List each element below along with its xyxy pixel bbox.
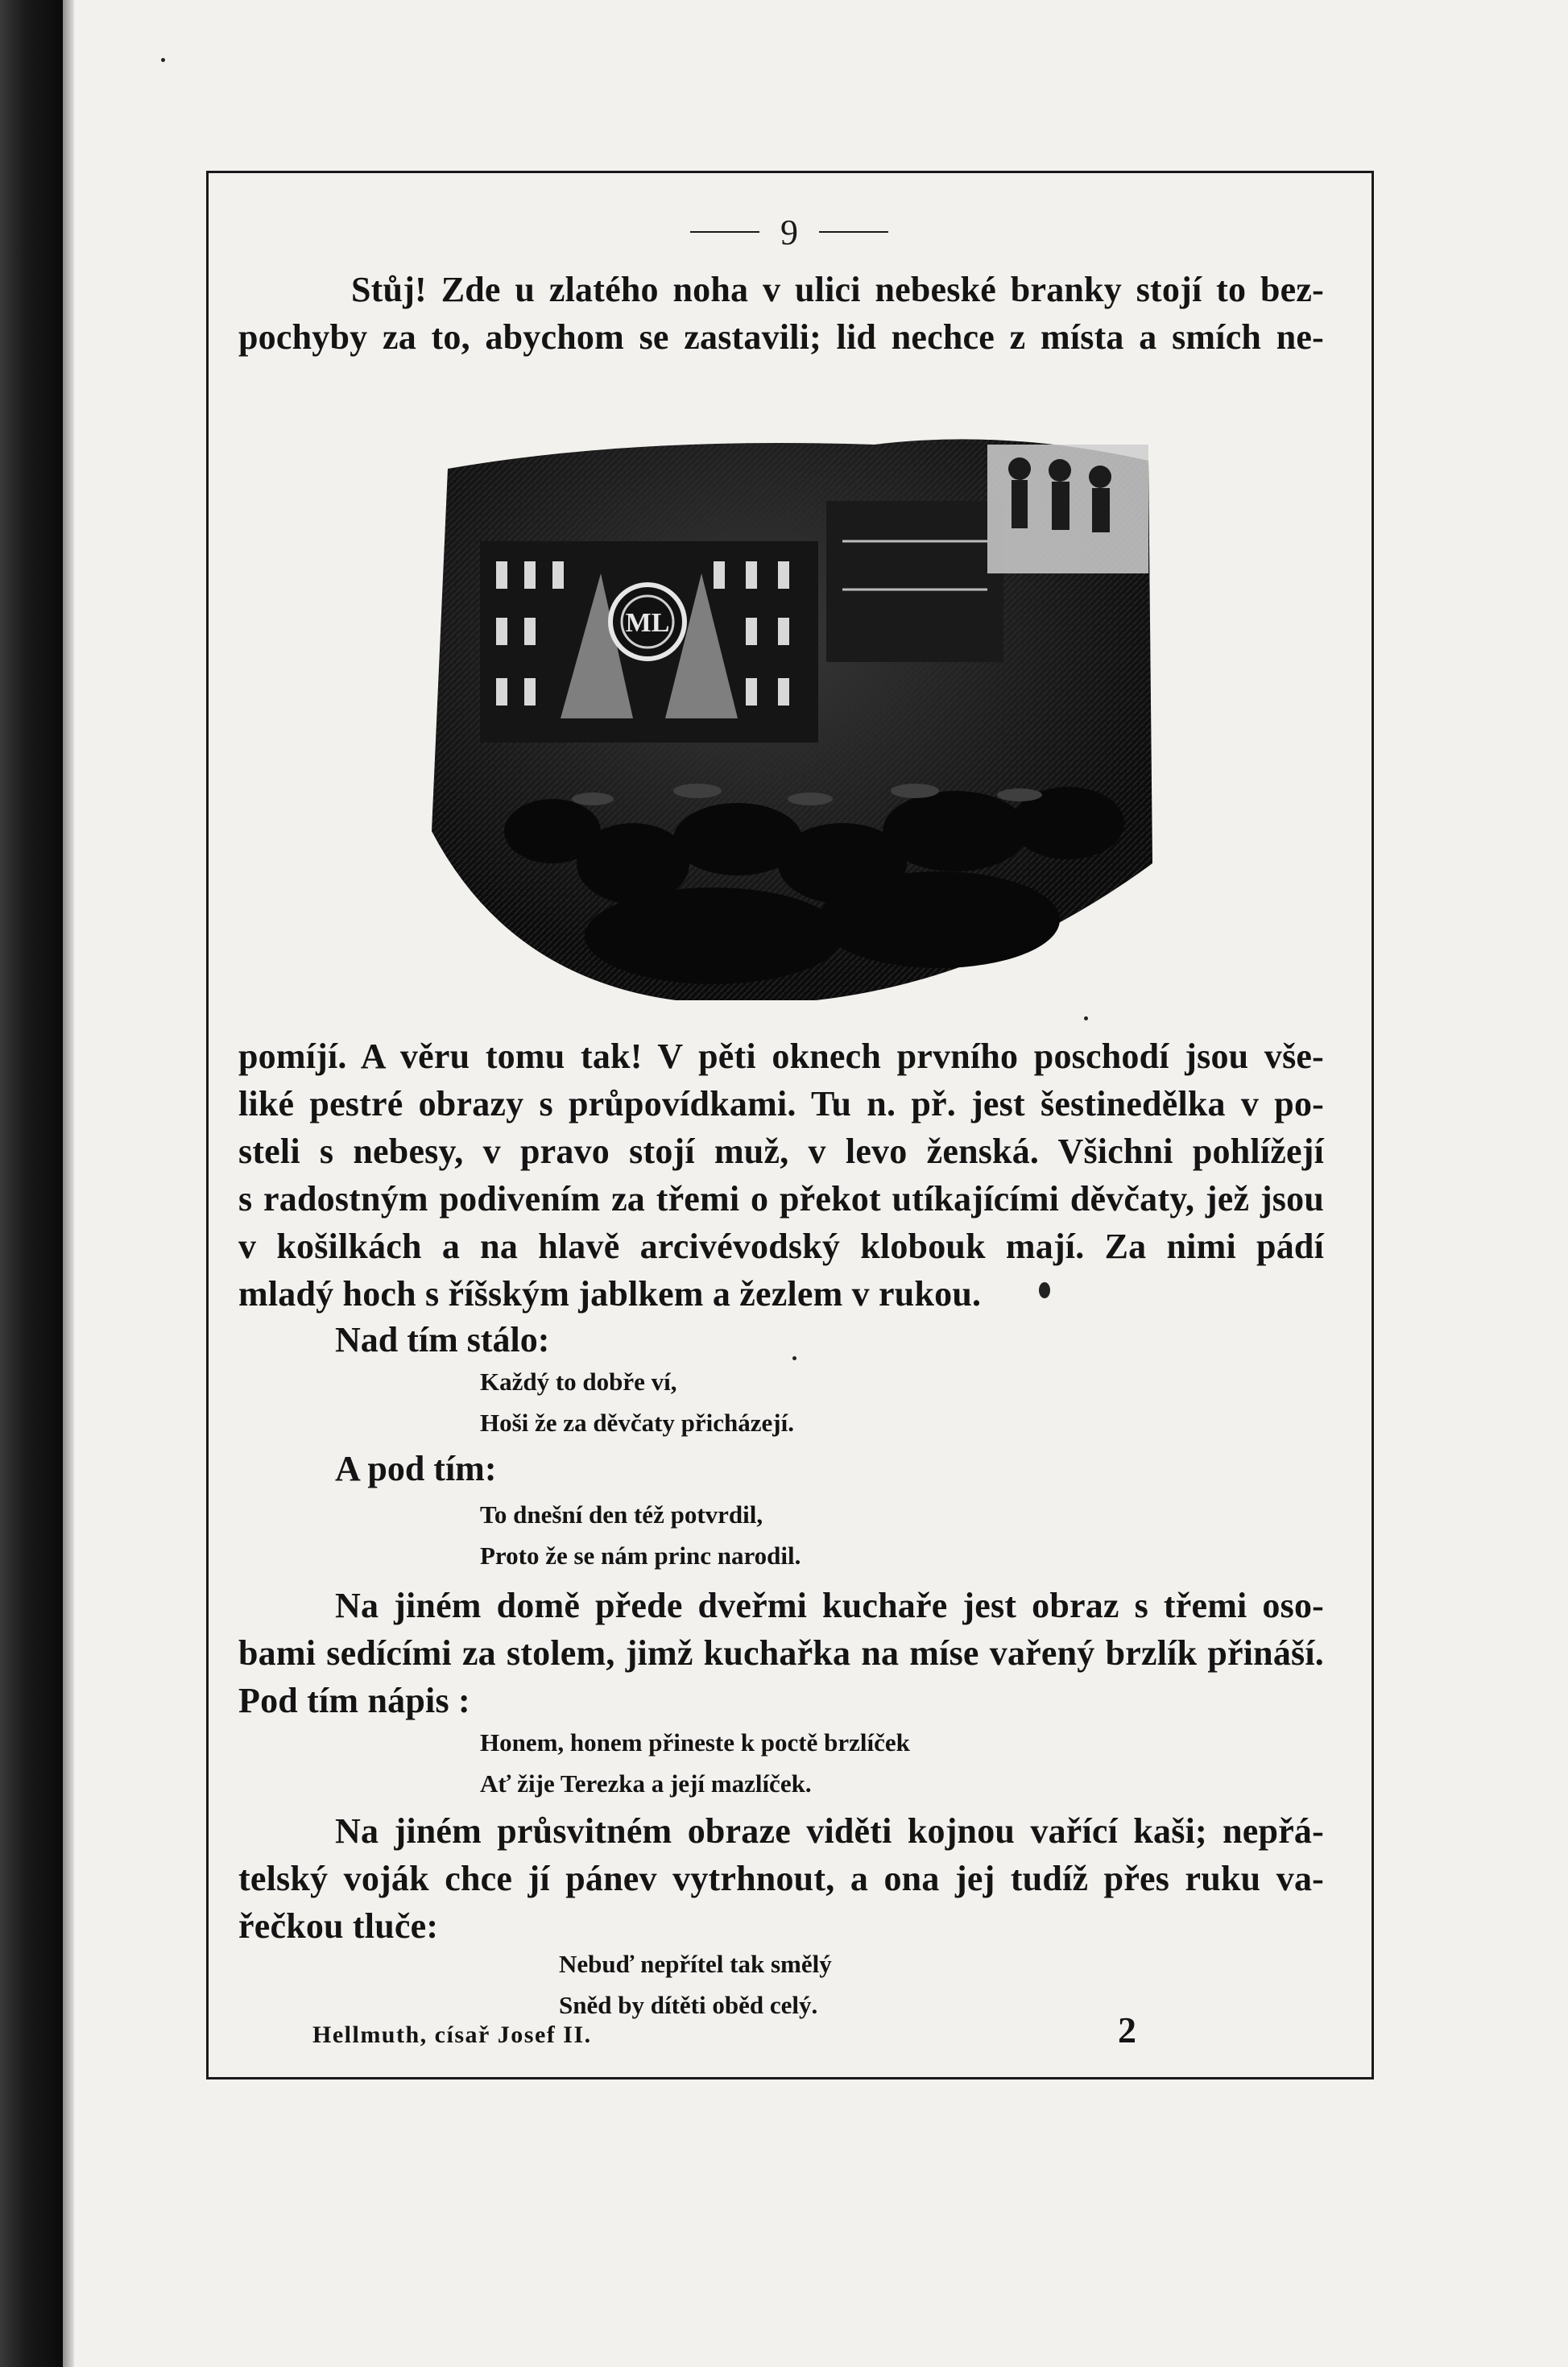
verse-block-1 [480,1361,794,1443]
paragraph-line: steli s nebesy, v pravo stojí muž, v levo ženská. Všichni pohlížejí [238,1132,1324,1171]
verse-line: To dnešní den též potvrdil, [480,1500,763,1529]
signature-footer: Hellmuth, císař Josef II. [312,2021,592,2048]
paragraph-line: bami sedícími za stolem, jimž kuchařka na míse vařený brzlík přináší. [238,1633,1324,1673]
verse-label-below: A pod tím: [335,1449,497,1488]
intro-line: pochyby za to, abychom se zastavili; lid nechce z místa a smích ne- [238,317,1324,357]
ink-speck [1084,1016,1088,1020]
header-rule-left [690,231,759,233]
ink-speck [16,251,21,256]
paragraph-line: telský voják chce jí pánev vytrhnout, a ona jej tudíž přes ruku va- [238,1859,1324,1898]
verse-label-above: Nad tím stálo: [335,1320,550,1359]
verse-line: Proto že se nám princ narodil. [480,1541,801,1570]
paragraph-line: mladý hoch s říšským jablkem a žezlem v rukou. [238,1274,982,1314]
paragraph-windows [238,1032,1324,1318]
verse-line: Honem, honem přineste k poctě brzlíček [480,1728,910,1757]
verse-block-2 [480,1494,801,1576]
verse-block-4 [559,1943,832,2026]
book-spine-shadow [0,0,63,2367]
transparency-figures [1008,457,1111,532]
signature-mark: 2 [1118,2009,1136,2050]
verse-line: Každý to dobře ví, [480,1368,677,1396]
paragraph-nurse [238,1807,1324,1950]
verse-line: Nebuď nepřítel tak smělý [559,1950,832,1978]
page-number-header [644,208,934,256]
verse-line: Sněd by dítěti oběd celý. [559,1991,818,2019]
paragraph-line: Na jiném průsvitném obraze viděti kojnou vařící kaši; nepřá- [335,1811,1324,1851]
paragraph-line: liké pestré obrazy s průpovídkami. Tu n. př. jest šestinedělka v po- [238,1084,1324,1123]
paragraph-line: v košilkách a na hlavě arcivévodský klobouk mají. Za nimi pádí [238,1227,1324,1266]
verse-block-3 [480,1722,910,1804]
paragraph-cook [238,1582,1324,1724]
header-rule-right [819,231,888,233]
ink-speck [792,1356,796,1360]
ink-speck [161,58,165,62]
paragraph-line: s radostným podivením za třemi o překot utíkajícími děvčaty, jež jsou [238,1179,1324,1219]
page-edge [63,0,74,2367]
verse-line: Hoši že za děvčaty přicházejí. [480,1409,794,1437]
intro-paragraph [238,266,1324,361]
intro-line: Stůj! Zde u zlatého noha v ulici nebeské branky stojí to bez- [351,270,1324,309]
paragraph-line: řečkou tluče: [238,1906,439,1946]
paragraph-line: Na jiném domě přede dveřmi kuchaře jest obraz s třemi oso- [335,1586,1324,1625]
verse-line: Ať žije Terezka a její mazlíček. [480,1769,812,1798]
ink-speck [1039,1282,1050,1298]
engraving-illustration [391,412,1165,1000]
emblem-monogram: ML [625,608,670,638]
paragraph-line: pomíjí. A věru tomu tak! V pěti oknech prvního poschodí jsou vše- [238,1037,1324,1076]
paragraph-line: Pod tím nápis : [238,1681,470,1720]
page-number: 9 [780,212,798,252]
